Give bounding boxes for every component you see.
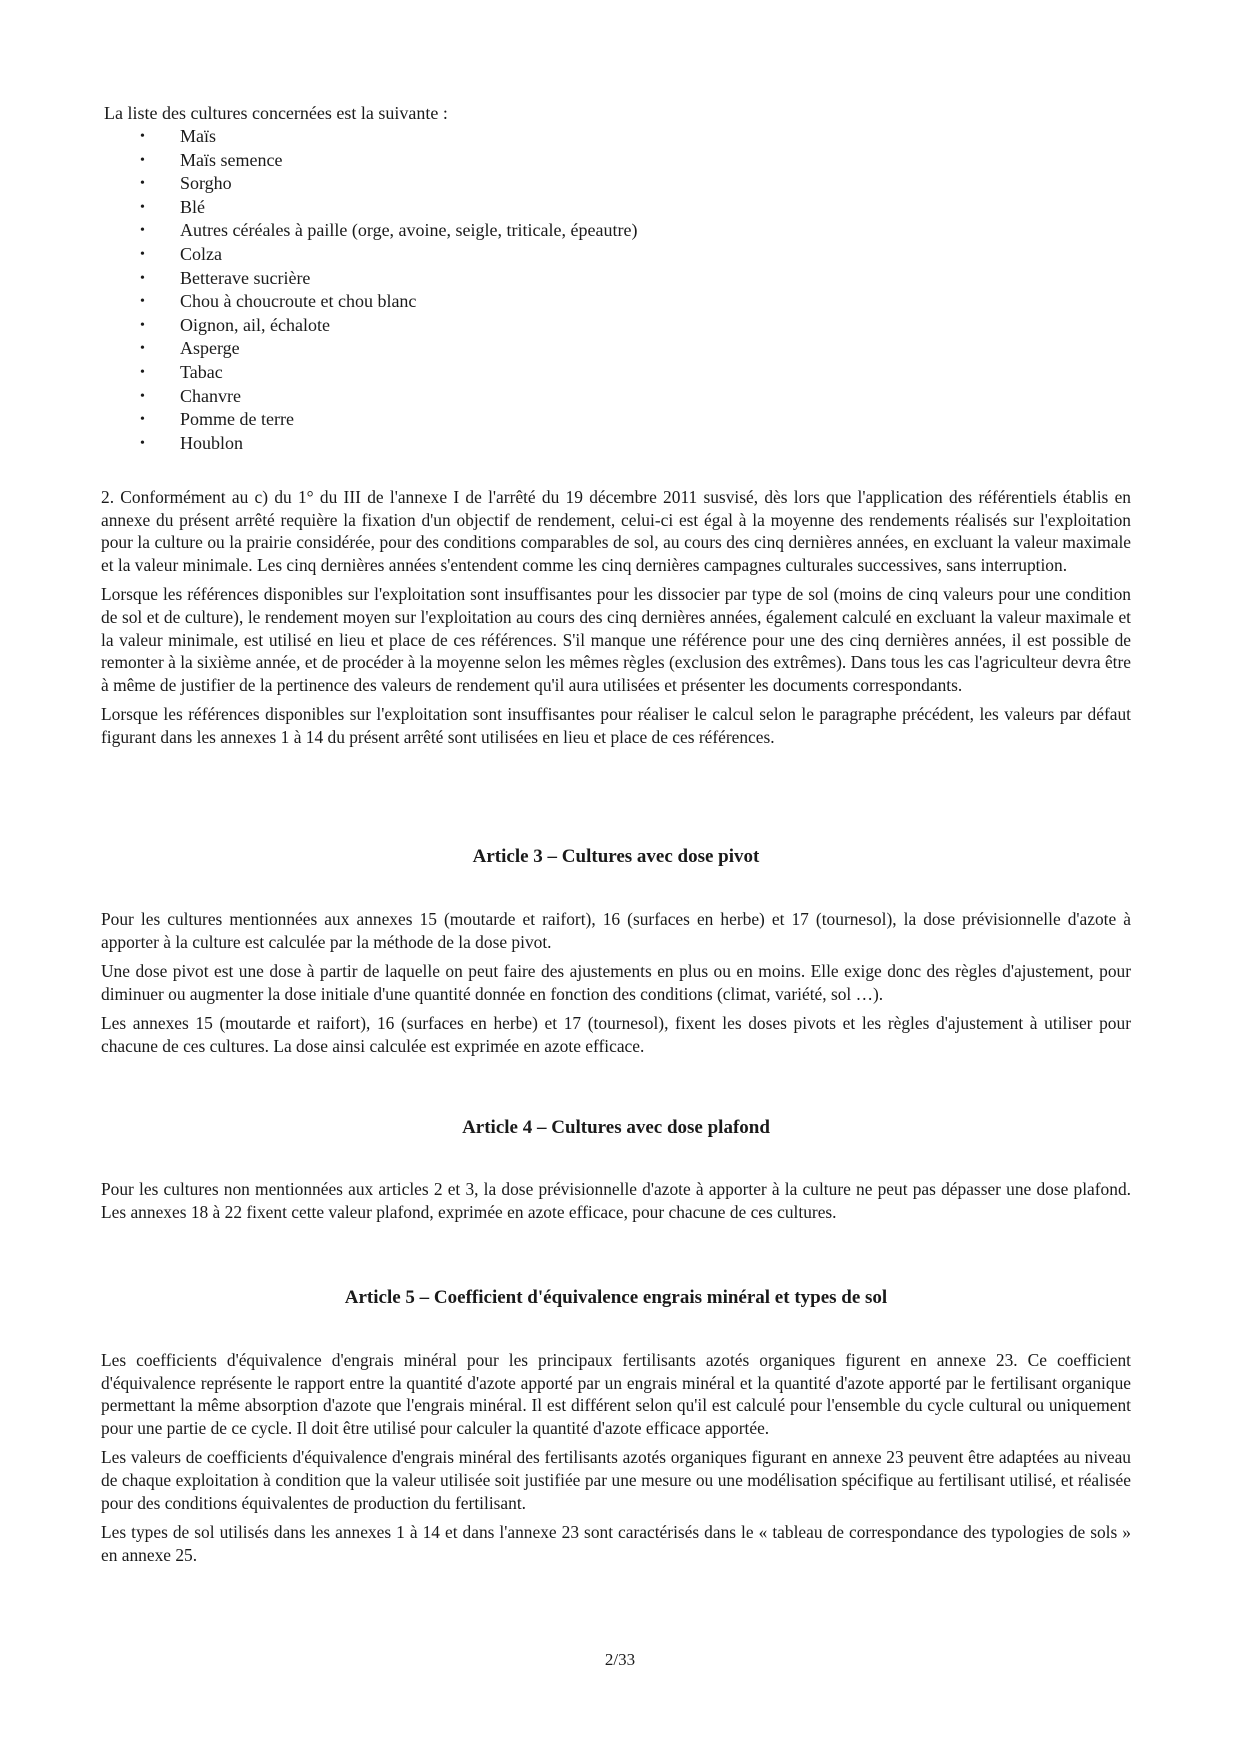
list-item: • Chanvre (140, 385, 637, 409)
list-item: • Betterave sucrière (140, 267, 637, 291)
page-number: 2/33 (604, 1650, 636, 1669)
paragraph: Pour les cultures non mentionnées aux articles 2 et 3, la dose prévisionnelle d'azote à apporter à la culture ne peut pas dépasser une dose plafond. Les annexes 18 à 22 fixent cette valeur plafond, exprimée en azote efficace, pour chacune de ces cultures. (101, 1179, 1131, 1222)
list-item: • Maïs (140, 125, 637, 149)
paragraph: Lorsque les références disponibles sur l'exploitation sont insuffisantes pour réaliser le calcul selon le paragraphe précédent, les valeurs par défaut figurant dans les annexes 1 à 14 du présent arrêté sont utilisées en lieu et place de ces références. (101, 704, 1131, 747)
list-item: • Houblon (140, 432, 637, 456)
paragraph: Les coefficients d'équivalence d'engrais minéral pour les principaux fertilisants azotés organiques figurent en annexe 23. Ce coefficient d'équivalence représente le rapport entre la quantité d'azote apporté par un engrais minéral et la quantité d'azote apporté par le fertilisant organique permettant la même absorption d'azote que l'engrais minéral. Il est différent selon qu'il est calculé pour l'ensemble du cycle cultural ou uniquement pour une partie de ce cycle. Il doit être utilisé pour calculer la quantité d'azote efficace apportée. (101, 1350, 1131, 1438)
list-item: • Tabac (140, 361, 637, 385)
paragraph: Pour les cultures mentionnées aux annexes 15 (moutarde et raifort), 16 (surfaces en herbe) et 17 (tournesol), la dose prévisionnelle d'azote à apporter à la culture est calculée par la méthode de la dose pivot. (101, 909, 1131, 952)
list-item: • Sorgho (140, 172, 637, 196)
list-item: • Oignon, ail, échalote (140, 314, 637, 338)
article-3-body (101, 908, 1131, 1065)
paragraph: Les types de sol utilisés dans les annexes 1 à 14 et dans l'annexe 23 sont caractérisés dans le « tableau de correspondance des typologies de sols » en annexe 25. (101, 1522, 1131, 1565)
list-item: • Autres céréales à paille (orge, avoine, seigle, triticale, épeautre) (140, 219, 637, 243)
section-2 (101, 486, 1131, 756)
crops-intro: La liste des cultures concernées est la suivante : (104, 103, 448, 123)
paragraph: Les annexes 15 (moutarde et raifort), 16 (surfaces en herbe) et 17 (tournesol), fixent les doses pivots et les règles d'ajustement à utiliser pour chacune de ces cultures. La dose ainsi calculée est exprimée en azote efficace. (101, 1013, 1131, 1056)
paragraph: Les valeurs de coefficients d'équivalence d'engrais minéral des fertilisants azotés organiques figurant en annexe 23 peuvent être adaptées au niveau de chaque exploitation à condition que la valeur utilisée soit justifiée par une mesure ou une modélisation spécifique au fertilisant utilisé, et réalisée pour des conditions équivalentes de production du fertilisant. (101, 1447, 1131, 1513)
article-3-title: Article 3 – Cultures avec dose pivot (472, 846, 760, 867)
article-4-body (101, 1178, 1131, 1230)
list-item: • Pomme de terre (140, 408, 637, 432)
list-item: • Asperge (140, 337, 637, 361)
paragraph: 2. Conformément au c) du 1° du III de l'annexe I de l'arrêté du 19 décembre 2011 susvisé, dès lors que l'application des référentiels établis en annexe du présent arrêté requière la fixation d'un objectif de rendement, celui-ci est égal à la moyenne des rendements réalisés sur l'exploitation pour la culture ou la prairie considérée, pour des conditions comparables de sol, au cours des cinq dernières années, en excluant la valeur maximale et la valeur minimale. Les cinq dernières années s'entendent comme les cinq dernières campagnes culturales successives, sans interruption. (101, 487, 1131, 575)
article-5-title: Article 5 – Coefficient d'équivalence engrais minéral et types de sol (344, 1287, 888, 1308)
crops-list (140, 125, 637, 455)
article-5-body (101, 1349, 1131, 1573)
article-4-title: Article 4 – Cultures avec dose plafond (462, 1117, 770, 1138)
paragraph: Lorsque les références disponibles sur l'exploitation sont insuffisantes pour les dissocier par type de sol (moins de cinq valeurs pour une condition de sol et de culture), le rendement moyen sur l'exploitation au cours des cinq dernières années, également calculé en excluant la valeur maximale et la valeur minimale, est utilisé en lieu et place de ces références. S'il manque une référence pour une des cinq dernières années, il est possible de remonter à la sixième année, et de procéder à la moyenne selon les mêmes règles (exclusion des extrêmes). Dans tous les cas l'agriculteur devra être à même de justifier de la pertinence des valeurs de rendement qu'il aura utilisées et présenter les documents correspondants. (101, 584, 1131, 695)
list-item: • Blé (140, 196, 637, 220)
list-item: • Colza (140, 243, 637, 267)
list-item: • Chou à choucroute et chou blanc (140, 290, 637, 314)
paragraph: Une dose pivot est une dose à partir de laquelle on peut faire des ajustements en plus ou en moins. Elle exige donc des règles d'ajustement, pour diminuer ou augmenter la dose initiale d'une quantité donnée en fonction des conditions (climat, variété, sol …). (101, 961, 1131, 1004)
list-item: • Maïs semence (140, 149, 637, 173)
